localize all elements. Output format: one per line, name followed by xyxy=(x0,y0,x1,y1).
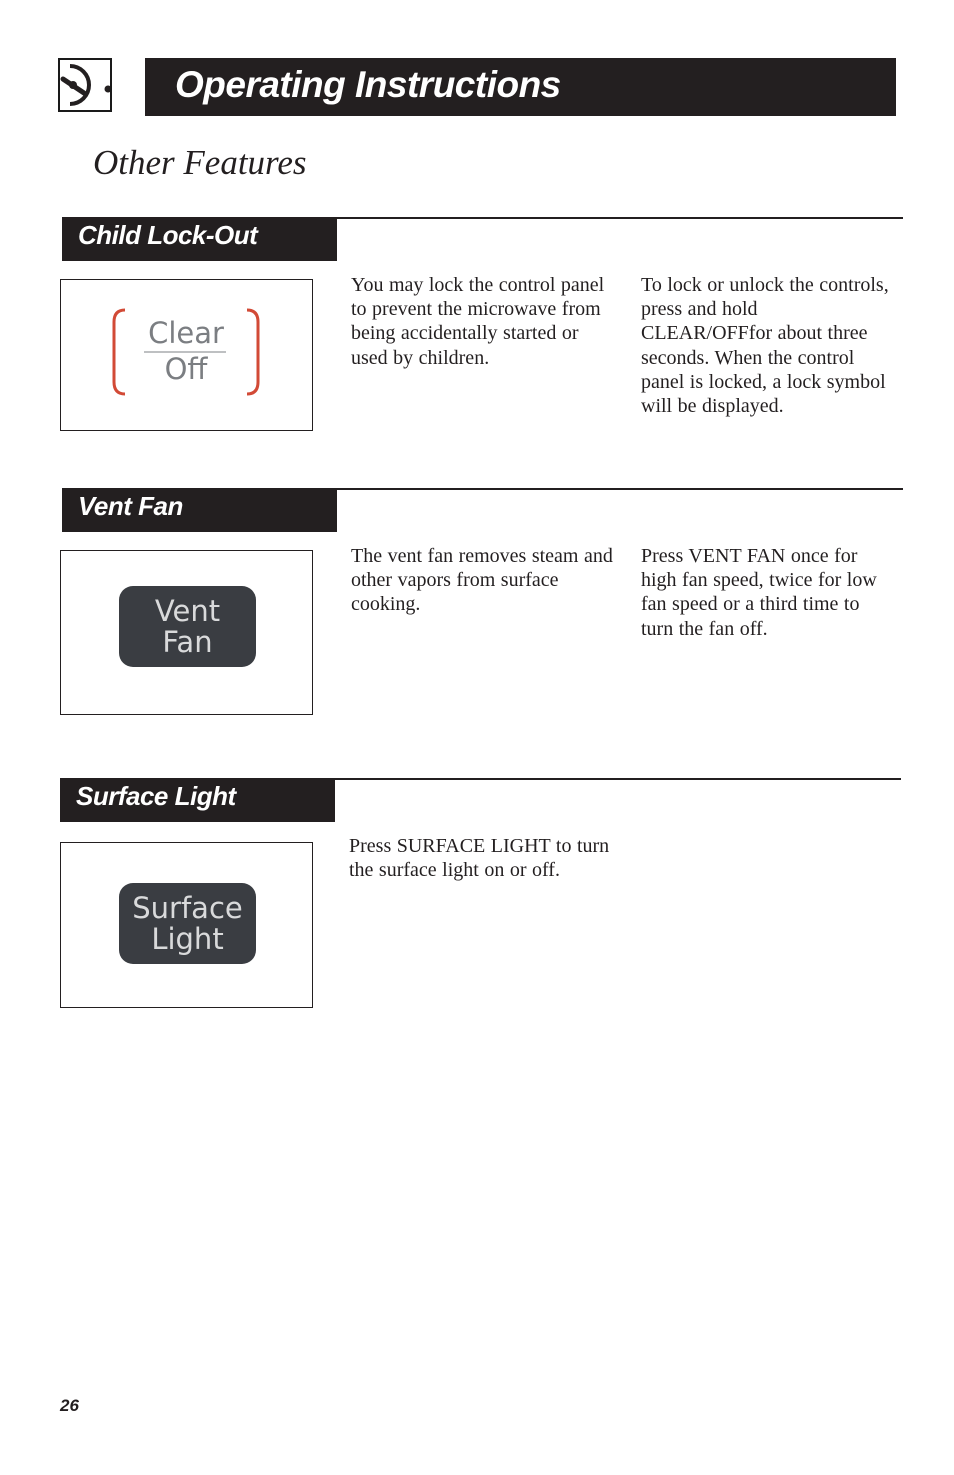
section-rule xyxy=(335,778,901,780)
key-label-surface: Surface xyxy=(132,890,243,925)
clear-off-key xyxy=(111,308,261,396)
section-title: Surface Light xyxy=(76,781,236,811)
page-title: Operating Instructions xyxy=(175,64,561,105)
page-number: 26 xyxy=(60,1396,79,1415)
header-bar xyxy=(145,58,896,116)
key-label-vent: Vent xyxy=(154,593,221,628)
section-text-1: Press SURFACE LIGHT to turn the surface light on or off. xyxy=(349,835,610,882)
section-header-child-lock-out xyxy=(62,217,337,261)
key-label-fan: Fan xyxy=(162,624,213,659)
section-text-2: To lock or unlock the controls, press and hold CLEAR/OFFfor about three seconds. When the control panel is locked, a lock symbol will be displayed. xyxy=(641,274,889,418)
key-label-light: Light xyxy=(151,921,224,956)
section-rule xyxy=(337,217,903,219)
section-header-vent-fan xyxy=(62,488,337,532)
surface-light-key-illustration xyxy=(60,842,313,1008)
section-header-surface-light xyxy=(60,778,335,822)
burner-logo-icon xyxy=(58,58,112,112)
section-text-1: The vent fan removes steam and other vapors from surface cooking. xyxy=(351,545,613,616)
section-rule xyxy=(337,488,903,490)
section-title: Child Lock-Out xyxy=(78,220,258,250)
oven-burner-icon xyxy=(60,60,110,110)
section-text-2: Press VENT FAN once for high fan speed, twice for low fan speed or a third time to turn the fan off. xyxy=(641,545,877,640)
page-subtitle: Other Features xyxy=(93,143,307,182)
section-title: Vent Fan xyxy=(78,491,183,521)
surface-light-key xyxy=(119,883,256,964)
section-text-1: You may lock the control panel to prevent the microwave from being accidentally started or used by children. xyxy=(351,274,605,369)
vent-fan-key xyxy=(119,586,256,667)
key-label-clear: Clear xyxy=(148,316,224,350)
vent-fan-key-illustration xyxy=(60,550,313,715)
clear-off-key-illustration xyxy=(60,279,313,431)
key-label-off: Off xyxy=(164,352,208,386)
